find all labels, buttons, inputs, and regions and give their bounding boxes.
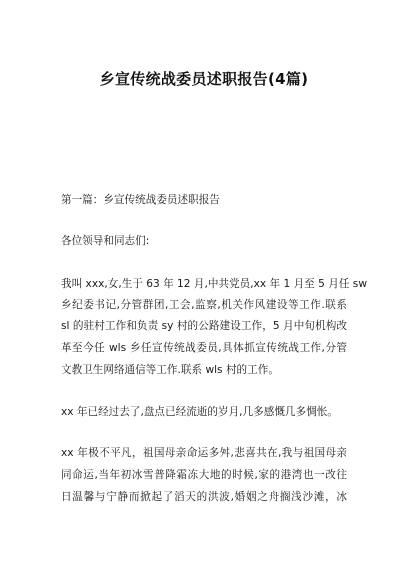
paragraph-line: 日温馨与宁静而掀起了滔天的洪波,婚姻之舟搁浅沙滩，冰 — [61, 491, 347, 503]
paragraph-line: 文教卫生网络通信等工作.联系 wls 村的工作。 — [61, 364, 279, 376]
document-title: 乡宣传统战委员述职报告(4篇) — [99, 70, 309, 88]
paragraph-line: 我叫 xxx,女,生于 63 年 12 月,中共党员,xx 年 1 月至 5 月任 sw — [61, 278, 367, 290]
paragraph-line: 乡纪委书记,分管群团,工会,监察,机关作风建设等工作.联系 — [61, 299, 347, 311]
paragraph-line: 同命运,当年初冰雪普降霜冻大地的时候,家的港湾也一改往 — [61, 469, 347, 481]
paragraph-line: xx 年极不平凡，祖国母亲命运多舛,悲喜共在,我与祖国母亲 — [61, 447, 347, 459]
paragraph-line: 革至今任 wls 乡任宣传统战委员,具体抓宣传统战工作,分管 — [61, 342, 347, 354]
section-heading: 第一篇：乡宣传统战委员述职报告 — [61, 194, 220, 206]
greeting: 各位领导和同志们: — [61, 235, 150, 247]
paragraph-line: sl 的驻村工作和负责 sy 村的公路建设工作，5 月中旬机构改 — [61, 320, 347, 332]
paragraph-line: xx 年已经过去了,盘点已经流逝的岁月,几多感慨几多惆怅。 — [61, 406, 338, 418]
